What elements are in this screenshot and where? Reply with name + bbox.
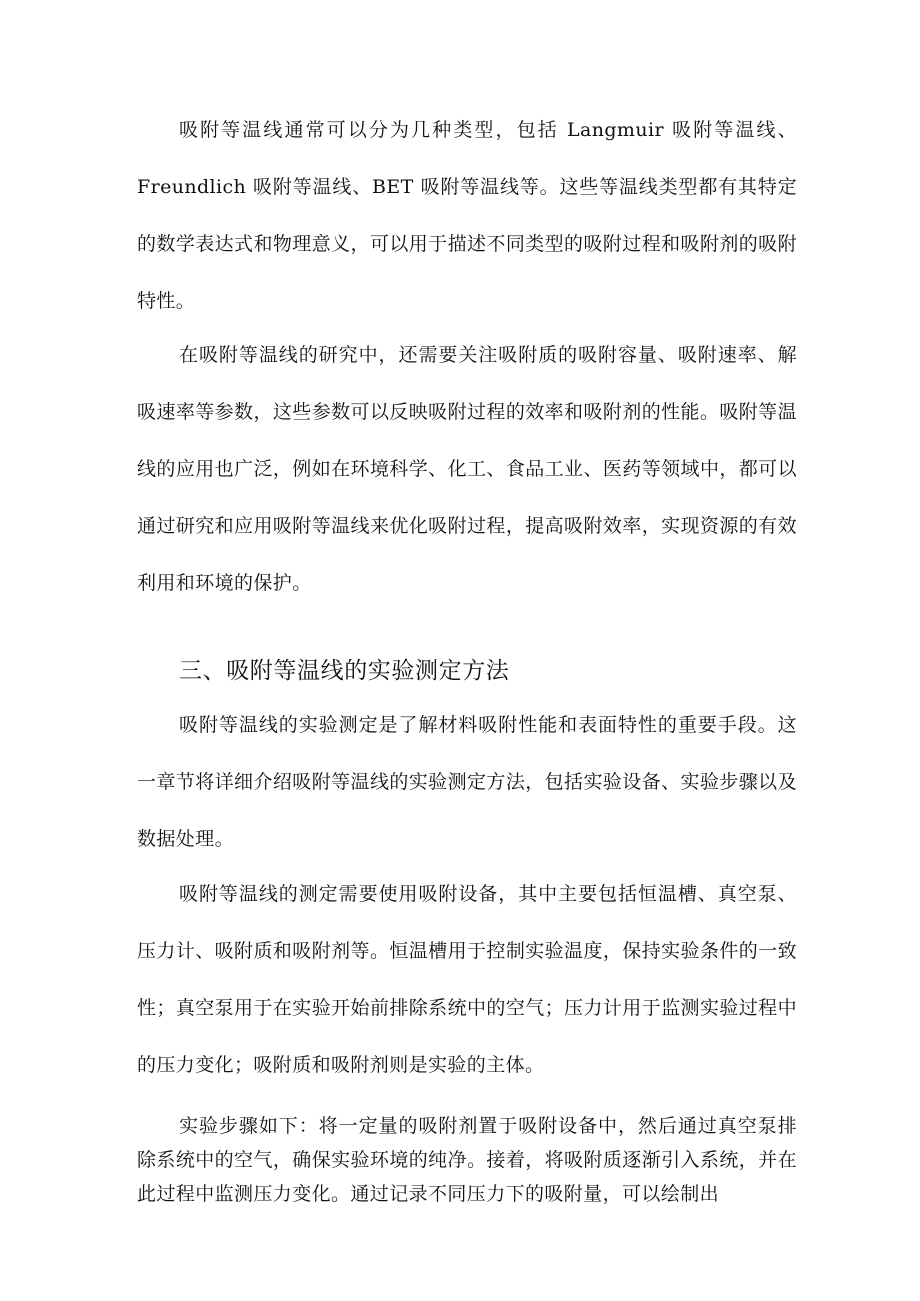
- paragraph-equipment: 吸附等温线的测定需要使用吸附设备，其中主要包括恒温槽、真空泵、压力计、吸附质和吸附剂等。恒温槽用于控制实验温度，保持实验条件的一致性；真空泵用于在实验开始前排除系统中的空气；压力计用于监测实验过程中的压力变化；吸附质和吸附剂则是实验的主体。: [137, 883, 797, 1076]
- paragraph-isotherm-research: 在吸附等温线的研究中，还需要关注吸附质的吸附容量、吸附速率、解吸速率等参数，这些参数可以反映吸附过程的效率和吸附剂的性能。吸附等温线的应用也广泛，例如在环境科学、化工、食品工业、医药等领域中，都可以通过研究和应用吸附等温线来优化吸附过程，提高吸附效率，实现资源的有效利用和环境的保护。: [137, 344, 797, 594]
- paragraph-procedure: 实验步骤如下：将一定量的吸附剂置于吸附设备中，然后通过真空泵排除系统中的空气，确保实验环境的纯净。接着，将吸附质逐渐引入系统，并在此过程中监测压力变化。通过记录不同压力下的吸附量，可以绘制出: [137, 1115, 797, 1205]
- paragraph-isotherm-types: 吸附等温线通常可以分为几种类型，包括 Langmuir 吸附等温线、Freundlich 吸附等温线、BET 吸附等温线等。这些等温线类型都有其特定的数学表达式和物理意义，可以用于描述不同类型的吸附过程和吸附剂的吸附特性。: [137, 119, 797, 312]
- section-heading: 三、吸附等温线的实验测定方法: [179, 658, 510, 684]
- paragraph-measurement-intro: 吸附等温线的实验测定是了解材料吸附性能和表面特性的重要手段。这一章节将详细介绍吸附等温线的实验测定方法，包括实验设备、实验步骤以及数据处理。: [137, 714, 797, 850]
